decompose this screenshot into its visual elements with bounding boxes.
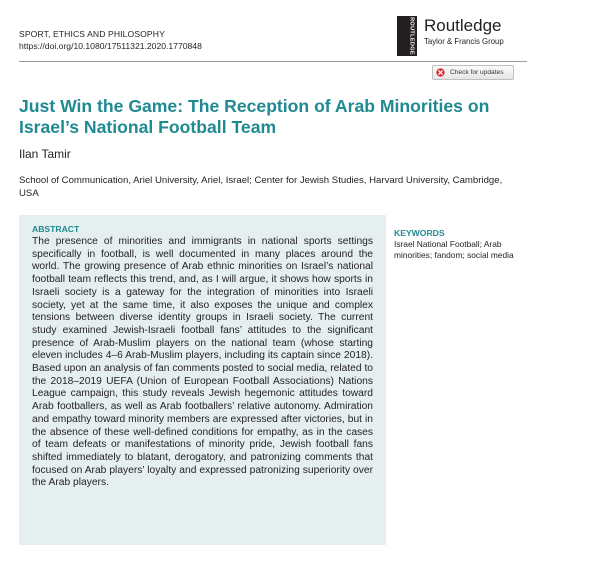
abstract-box <box>19 215 386 545</box>
keywords-heading: KEYWORDS <box>394 228 445 238</box>
abstract-text: The presence of minorities and immigrants in national sports settings specifically in football, is well documented in many places around the world. The growing presence of Arab ethnic minorities on Israel’s national football team reflects this trend, and, as I will argue, it shows how sports in Israeli society is a gateway for the integration of minorities into Israeli society, yet at the same time, it also exposes the unique and complex tensions between diverse identity groups in Israeli society. The current study examined Jewish-Israeli football fans’ attitudes to the significant presence of Arab-Muslim players on the national team (whose starting eleven includes 4–6 Arab-Muslim players, including its captain since 2018). Based upon an analysis of fan comments posted to social media, related to the 2018–2019 UEFA (Union of European Football Associations) Nations League campaign, this study reveals Jewish hegemonic attitudes toward Arab footballers, as well as Arab footballers’ relative autonomy. Admiration and empathy toward minority members are expressed after victories, but in the absence of these well-defined conditions for empathy, as in the cases of team defeats or manifestations of minority pride, Jewish football fans shifted immediately to blatant, derogatory, and patronizing comments that focused on Arab players’ loyalty and expressed patronizing superiority over the Arab players. <box>32 236 373 489</box>
abstract-heading: ABSTRACT <box>32 224 80 234</box>
article-author: Ilan Tamir <box>19 147 71 161</box>
publisher-logo <box>396 14 526 58</box>
header-divider <box>19 61 527 62</box>
journal-info <box>19 28 202 52</box>
crossmark-icon <box>436 68 445 77</box>
check-for-updates-button[interactable] <box>432 65 514 80</box>
author-affiliation: School of Communication, Ariel University, Ariel, Israel; Center for Jewish Studies, Harvard University, Cambridge, USA <box>19 175 503 199</box>
article-title: Just Win the Game: The Reception of Arab Minorities on Israel’s National Football Team <box>19 96 490 137</box>
keywords-list: Israel National Football; Arab minorities; fandom; social media <box>394 239 514 261</box>
check-for-updates-label: Check for updates <box>450 69 504 76</box>
publisher-emblem-text: ROUTLEDGE <box>408 17 415 55</box>
publisher-name: Routledge <box>424 16 502 35</box>
journal-name: SPORT, ETHICS AND PHILOSOPHY <box>19 29 165 39</box>
keywords-section <box>394 228 524 261</box>
routledge-emblem-icon <box>396 16 418 56</box>
doi-link[interactable]: https://doi.org/10.1080/17511321.2020.1770848 <box>19 41 202 51</box>
publisher-group: Taylor & Francis Group <box>424 37 504 46</box>
